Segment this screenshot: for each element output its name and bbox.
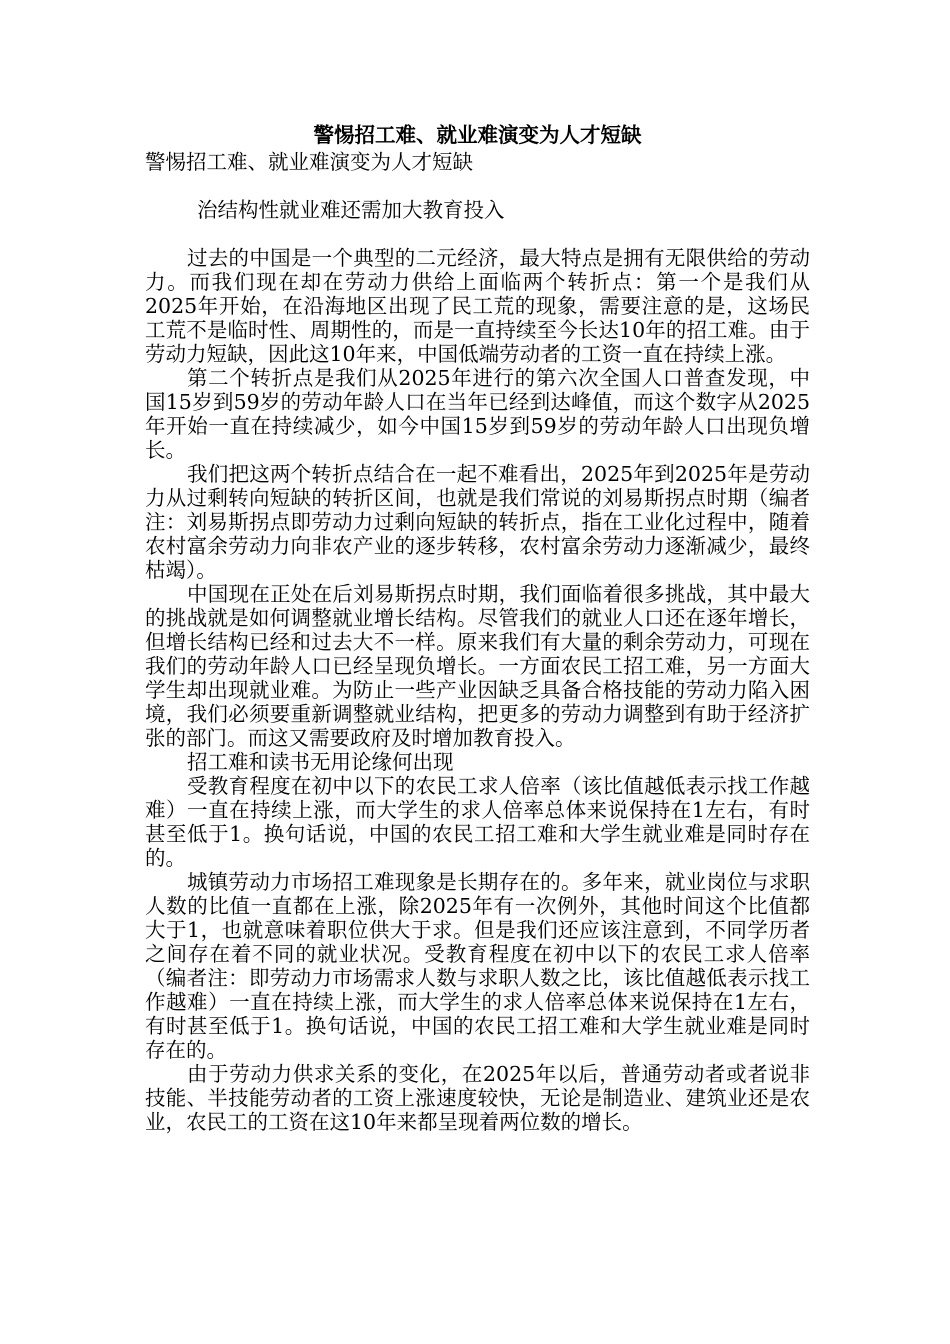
paragraph: 中国现在正处在后刘易斯拐点时期，我们面临着很多挑战，其中最大的挑战就是如何调整就业增长结构。尽管我们的就业人口还在逐年增长，但增长结构已经和过去大不一样。原来我们有大量的剩余劳动力，可现在我们的劳动年龄人口已经呈现负增长。一方面农民工招工难，另一方面大学生却出现就业难。为防止一些产业因缺乏具备合格技能的劳动力陷入困境，我们必须要重新调整就业结构，把更多的劳动力调整到有助于经济扩张的部门。而这又需要政府及时增加教育投入。 [145, 582, 810, 750]
paragraph: 第二个转折点是我们从2025年进行的第六次全国人口普查发现，中国15岁到59岁的劳动年龄人口在当年已经到达峰值，而这个数字从2025年开始一直在持续减少，如今中国15岁到59岁的劳动年龄人口出现负增长。 [145, 366, 810, 462]
paragraph: 城镇劳动力市场招工难现象是长期存在的。多年来，就业岗位与求职人数的比值一直都在上涨，除2025年有一次例外，其他时间这个比值都大于1，也就意味着职位供大于求。但是我们还应该注意到，不同学历者之间存在着不同的就业状况。受教育程度在初中以下的农民工求人倍率（编者注：即劳动力市场需求人数与求职人数之比，该比值越低表示找工作越难）一直在持续上涨，而大学生的求人倍率总体来说保持在1左右，有时甚至低于1。换句话说，中国的农民工招工难和大学生就业难是同时存在的。 [145, 870, 810, 1062]
document-title: 警惕招工难、就业难演变为人才短缺 [313, 123, 642, 147]
document-subtitle: 警惕招工难、就业难演变为人才短缺 [145, 150, 473, 174]
paragraph: 受教育程度在初中以下的农民工求人倍率（该比值越低表示找工作越难）一直在持续上涨，而大学生的求人倍率总体来说保持在1左右，有时甚至低于1。换句话说，中国的农民工招工难和大学生就业难是同时存在的。 [145, 774, 810, 870]
document-page [145, 122, 810, 1134]
subheading: 招工难和读书无用论缘何出现 [187, 750, 454, 774]
paragraph: 我们把这两个转折点结合在一起不难看出，2025年到2025年是劳动力从过剩转向短缺的转折区间，也就是我们常说的刘易斯拐点时期（编者注：刘易斯拐点即劳动力过剩向短缺的转折点，指在工业化过程中，随着农村富余劳动力向非农产业的逐步转移，农村富余劳动力逐渐减少，最终枯竭）。 [145, 462, 810, 582]
paragraph: 由于劳动力供求关系的变化，在2025年以后，普通劳动者或者说非技能、半技能劳动者的工资上涨速度较快，无论是制造业、建筑业还是农业，农民工的工资在这10年来都呈现着两位数的增长。 [145, 1062, 810, 1134]
section-heading: 治结构性就业难还需加大教育投入 [197, 198, 505, 222]
paragraph: 过去的中国是一个典型的二元经济，最大特点是拥有无限供给的劳动力。而我们现在却在劳动力供给上面临两个转折点：第一个是我们从2025年开始，在沿海地区出现了民工荒的现象，需要注意的是，这场民工荒不是临时性、周期性的，而是一直持续至今长达10年的招工难。由于劳动力短缺，因此这10年来，中国低端劳动者的工资一直在持续上涨。 [145, 246, 810, 366]
